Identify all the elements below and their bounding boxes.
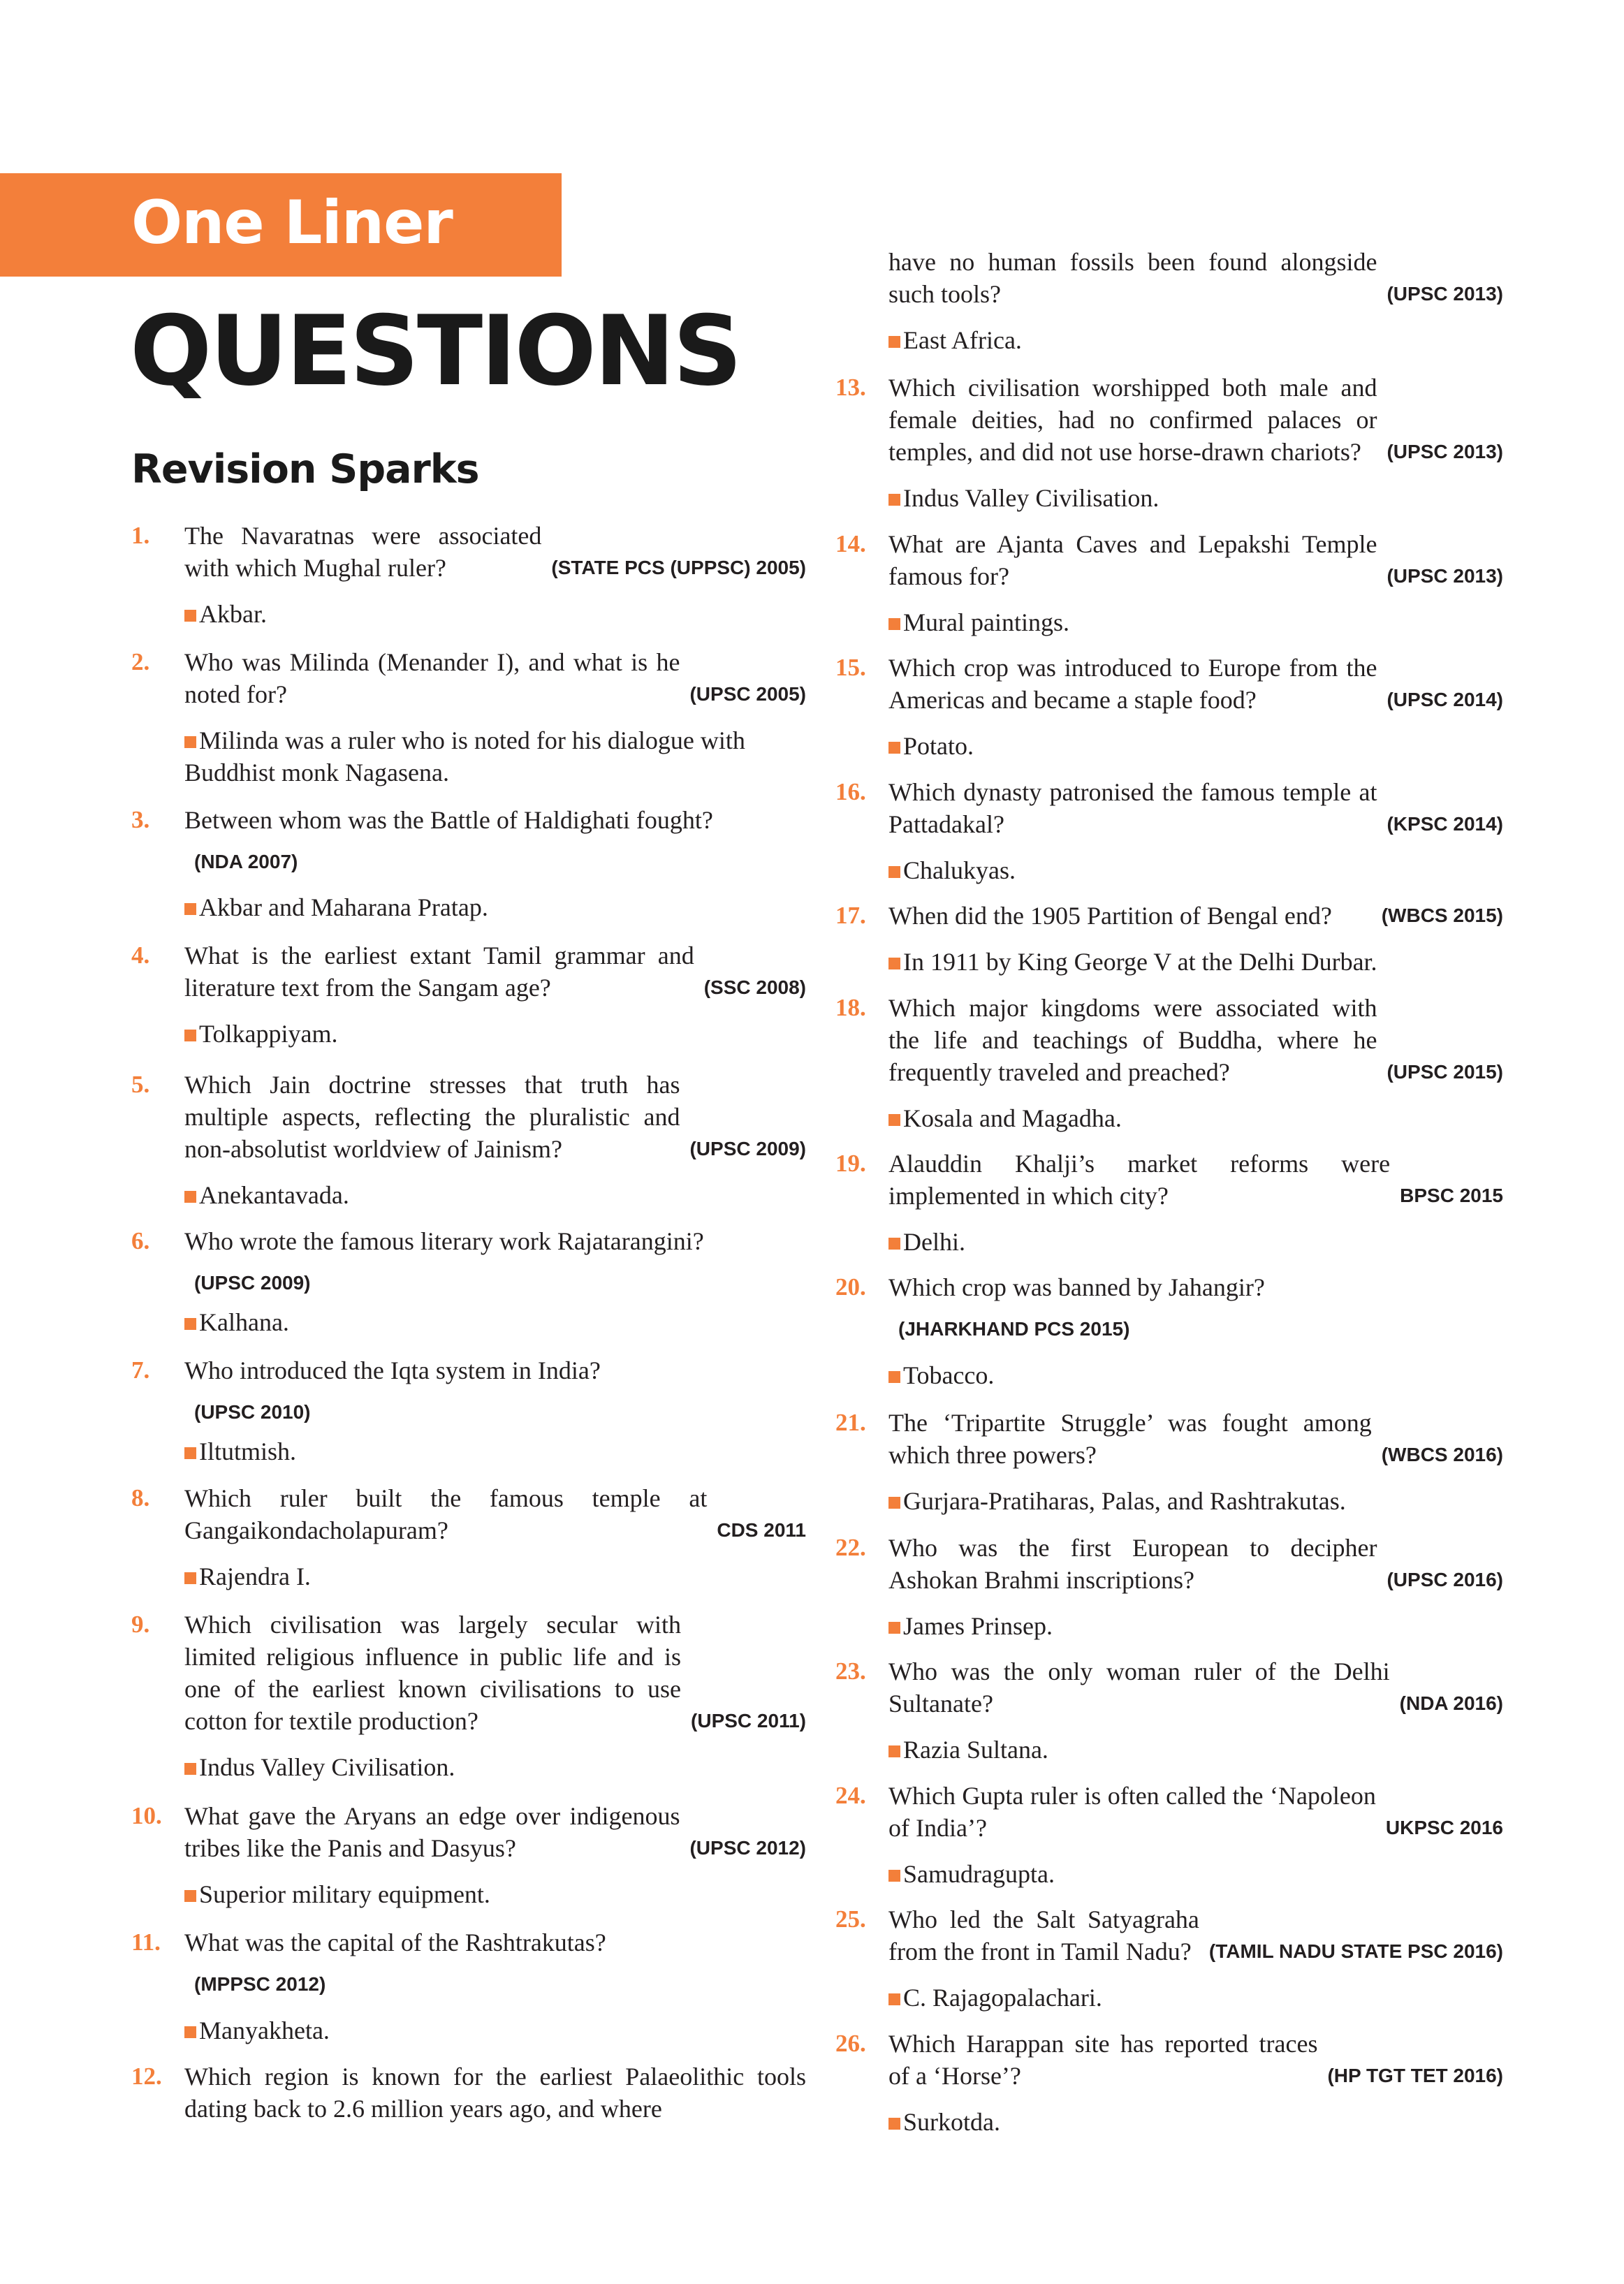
question-number: 24. bbox=[835, 1782, 866, 1809]
question-source: (UPSC 2013) bbox=[1387, 441, 1503, 462]
question-text: Which crop was banned by Jahangir? (JHARKHAND PCS 2015) bbox=[888, 1271, 1503, 1345]
answer: Iltutmish. bbox=[184, 1435, 806, 1467]
question-number: 23. bbox=[835, 1657, 866, 1685]
question-source: (UPSC 2010) bbox=[194, 1401, 311, 1423]
bullet-icon bbox=[888, 1870, 900, 1882]
answer: Kalhana. bbox=[184, 1306, 806, 1338]
question-number: 5. bbox=[131, 1071, 150, 1098]
bullet-icon bbox=[184, 1191, 196, 1203]
page-title: QUESTIONS bbox=[130, 295, 740, 407]
answer: Indus Valley Civilisation. bbox=[888, 482, 1503, 514]
answer: Anekantavada. bbox=[184, 1179, 806, 1211]
question-number: 10. bbox=[131, 1802, 162, 1829]
bullet-icon bbox=[184, 2026, 196, 2038]
answer: Manyakheta. bbox=[184, 2014, 806, 2047]
question-text: Who wrote the famous literary work Rajatarangini? (UPSC 2009) bbox=[184, 1225, 806, 1299]
question-text: (UPSC 2011) Which civilisation was largely secular with limited religious influence in public life and is one of the earliest known civilisations to use cotton for textile production? bbox=[184, 1609, 806, 1737]
question-text: (SSC 2008) What is the earliest extant Tamil grammar and literature text from the Sangam age? bbox=[184, 939, 806, 1004]
banner-label: One Liner bbox=[131, 188, 453, 258]
question-text: (UPSC 2009) Which Jain doctrine stresses that truth has multiple aspects, reflecting the pluralistic and non-absolutist worldview of Jainism? bbox=[184, 1069, 806, 1165]
question-source: BPSC 2015 bbox=[1400, 1185, 1503, 1206]
bullet-icon bbox=[888, 2118, 900, 2130]
question-number: 6. bbox=[131, 1227, 150, 1254]
question-text: Which region is known for the earliest Palaeolithic tools dating back to 2.6 million years ago, and where bbox=[184, 2063, 806, 2123]
bullet-icon bbox=[184, 1890, 196, 1902]
question-number: 18. bbox=[835, 994, 866, 1021]
bullet-icon bbox=[888, 336, 900, 348]
question-number: 3. bbox=[131, 806, 150, 833]
answer: Delhi. bbox=[888, 1226, 1503, 1258]
question-source: (UPSC 2011) bbox=[691, 1710, 806, 1732]
question-number: 11. bbox=[131, 1928, 161, 1956]
answer: Surkotda. bbox=[888, 2106, 1503, 2138]
answer: Chalukyas. bbox=[888, 854, 1503, 886]
question-text: (UPSC 2014) Which crop was introduced to Europe from the Americas and became a staple food? bbox=[888, 652, 1503, 716]
question-source: (JHARKHAND PCS 2015) bbox=[898, 1318, 1130, 1340]
question-text: (UPSC 2012) What gave the Aryans an edge over indigenous tribes like the Panis and Dasyus? bbox=[184, 1800, 806, 1864]
answer: James Prinsep. bbox=[888, 1610, 1503, 1642]
answer: In 1911 by King George V at the Delhi Durbar. bbox=[888, 946, 1503, 978]
question-text: (KPSC 2014) Which dynasty patronised the famous temple at Pattadakal? bbox=[888, 776, 1503, 840]
answer: Milinda was a ruler who is noted for his dialogue with Buddhist monk Nagasena. bbox=[184, 726, 745, 786]
question-number: 8. bbox=[131, 1484, 150, 1511]
bullet-icon bbox=[184, 610, 196, 622]
question-source: (NDA 2016) bbox=[1399, 1692, 1503, 1714]
one-liner-banner bbox=[0, 173, 562, 277]
section-title: Revision Sparks bbox=[131, 446, 479, 492]
answer: Razia Sultana. bbox=[888, 1734, 1503, 1766]
question-text-continued: (UPSC 2013) have no human fossils been found alongside such tools? bbox=[888, 246, 1503, 310]
question-source: (UPSC 2005) bbox=[689, 683, 806, 705]
answer: Akbar and Maharana Pratap. bbox=[184, 891, 806, 923]
question-source: (TAMIL NADU STATE PSC 2016) bbox=[1208, 1940, 1503, 1962]
answer: Samudragupta. bbox=[888, 1858, 1503, 1890]
bullet-icon bbox=[184, 903, 196, 915]
bullet-icon bbox=[184, 1318, 196, 1330]
bullet-icon bbox=[184, 1447, 196, 1459]
question-number: 1. bbox=[131, 522, 150, 549]
question-source: (MPPSC 2012) bbox=[194, 1973, 326, 1995]
bullet-icon bbox=[888, 958, 900, 969]
question-text: (UPSC 2015) Which major kingdoms were associated with the life and teachings of Buddha, where he frequently traveled and preached? bbox=[888, 992, 1503, 1088]
question-number: 14. bbox=[835, 530, 866, 557]
question-text: CDS 2011 Which ruler built the famous temple at Gangaikondacholapuram? bbox=[184, 1482, 806, 1546]
bullet-icon bbox=[888, 1497, 900, 1509]
answer: Mural paintings. bbox=[888, 606, 1503, 638]
answer: Superior military equipment. bbox=[184, 1878, 806, 1910]
question-text: (HP TGT TET 2016) Which Harappan site has reported traces of a ‘Horse’? bbox=[888, 2028, 1503, 2092]
question-source: (WBCS 2016) bbox=[1381, 1444, 1503, 1465]
answer: Rajendra I. bbox=[184, 1560, 806, 1593]
answer: East Africa. bbox=[888, 324, 1503, 356]
question-text: (WBCS 2015) When did the 1905 Partition of Bengal end? bbox=[888, 900, 1503, 932]
answer: Tolkappiyam. bbox=[184, 1018, 806, 1050]
question-source: (UPSC 2009) bbox=[689, 1138, 806, 1159]
bullet-icon bbox=[184, 1763, 196, 1775]
bullet-icon bbox=[888, 1993, 900, 2005]
question-text: (UPSC 2013) What are Ajanta Caves and Lepakshi Temple famous for? bbox=[888, 528, 1503, 592]
question-source: (UPSC 2013) bbox=[1387, 283, 1503, 305]
answer: Akbar. bbox=[184, 598, 806, 630]
question-source: (UPSC 2013) bbox=[1387, 565, 1503, 587]
question-number: 26. bbox=[835, 2030, 866, 2057]
question-text: (NDA 2016) Who was the only woman ruler of the Delhi Sultanate? bbox=[888, 1655, 1503, 1720]
question-text: Between whom was the Battle of Haldighati fought? (NDA 2007) bbox=[184, 804, 806, 878]
bullet-icon bbox=[184, 1572, 196, 1584]
question-text: Who introduced the Iqta system in India? (UPSC 2010) bbox=[184, 1354, 806, 1428]
question-source: (STATE PCS (UPPSC) 2005) bbox=[551, 557, 806, 578]
question-source: UKPSC 2016 bbox=[1385, 1817, 1503, 1838]
bullet-icon bbox=[184, 1030, 196, 1041]
bullet-icon bbox=[888, 618, 900, 630]
answer: Potato. bbox=[888, 730, 1503, 762]
bullet-icon bbox=[888, 1371, 900, 1383]
question-text: BPSC 2015 Alauddin Khalji’s market reforms were implemented in which city? bbox=[888, 1148, 1503, 1212]
answer: Indus Valley Civilisation. bbox=[184, 1751, 806, 1783]
question-number: 22. bbox=[835, 1534, 866, 1561]
question-number: 19. bbox=[835, 1150, 866, 1177]
answer: Gurjara-Pratiharas, Palas, and Rashtrakutas. bbox=[888, 1485, 1503, 1517]
question-text: (UPSC 2013) Which civilisation worshipped both male and female deities, had no confirmed palaces or temples, and did not use horse-drawn chariots? bbox=[888, 372, 1503, 468]
question-source: (UPSC 2016) bbox=[1387, 1569, 1503, 1590]
question-number: 21. bbox=[835, 1409, 866, 1436]
question-source: (SSC 2008) bbox=[703, 976, 806, 998]
question-text: (STATE PCS (UPPSC) 2005) The Navaratnas were associated with which Mughal ruler? bbox=[184, 520, 806, 584]
question-number: 16. bbox=[835, 778, 866, 805]
question-text: What was the capital of the Rashtrakutas? (MPPSC 2012) bbox=[184, 1926, 806, 2000]
question-number: 2. bbox=[131, 648, 150, 675]
question-source: (HP TGT TET 2016) bbox=[1327, 2065, 1503, 2086]
question-number: 13. bbox=[835, 374, 866, 401]
question-number: 4. bbox=[131, 942, 150, 969]
question-source: (NDA 2007) bbox=[194, 851, 298, 872]
question-number: 12. bbox=[131, 2063, 162, 2090]
question-text: (UPSC 2016) Who was the first European to decipher Ashokan Brahmi inscriptions? bbox=[888, 1532, 1503, 1596]
bullet-icon bbox=[888, 866, 900, 878]
question-number: 7. bbox=[131, 1356, 150, 1384]
bullet-icon bbox=[888, 1622, 900, 1634]
question-number: 15. bbox=[835, 654, 866, 681]
bullet-icon bbox=[888, 1745, 900, 1757]
bullet-icon bbox=[888, 1238, 900, 1250]
question-text: (TAMIL NADU STATE PSC 2016) Who led the Salt Satyagraha from the front in Tamil Nadu? bbox=[888, 1903, 1503, 1968]
question-number: 20. bbox=[835, 1273, 866, 1301]
question-source: CDS 2011 bbox=[717, 1519, 806, 1541]
question-text: (UPSC 2005) Who was Milinda (Menander I), and what is he noted for? bbox=[184, 646, 806, 710]
bullet-icon bbox=[888, 494, 900, 506]
bullet-icon bbox=[888, 742, 900, 754]
question-source: (WBCS 2015) bbox=[1381, 905, 1503, 926]
question-number: 9. bbox=[131, 1611, 150, 1638]
question-source: (KPSC 2014) bbox=[1387, 813, 1503, 835]
answer: Tobacco. bbox=[888, 1359, 1503, 1391]
bullet-icon bbox=[888, 1114, 900, 1126]
question-text: UKPSC 2016 Which Gupta ruler is often called the ‘Napoleon of India’? bbox=[888, 1780, 1503, 1844]
question-text: (WBCS 2016) The ‘Tripartite Struggle’ was fought among which three powers? bbox=[888, 1407, 1503, 1471]
question-source: (UPSC 2014) bbox=[1387, 689, 1503, 710]
answer: Kosala and Magadha. bbox=[888, 1102, 1503, 1134]
question-source: (UPSC 2009) bbox=[194, 1272, 311, 1294]
answer: C. Rajagopalachari. bbox=[888, 1982, 1503, 2014]
question-source: (UPSC 2015) bbox=[1387, 1061, 1503, 1083]
question-number: 17. bbox=[835, 902, 866, 929]
question-source: (UPSC 2012) bbox=[689, 1837, 806, 1859]
question-number: 25. bbox=[835, 1905, 866, 1933]
bullet-icon bbox=[184, 736, 196, 748]
